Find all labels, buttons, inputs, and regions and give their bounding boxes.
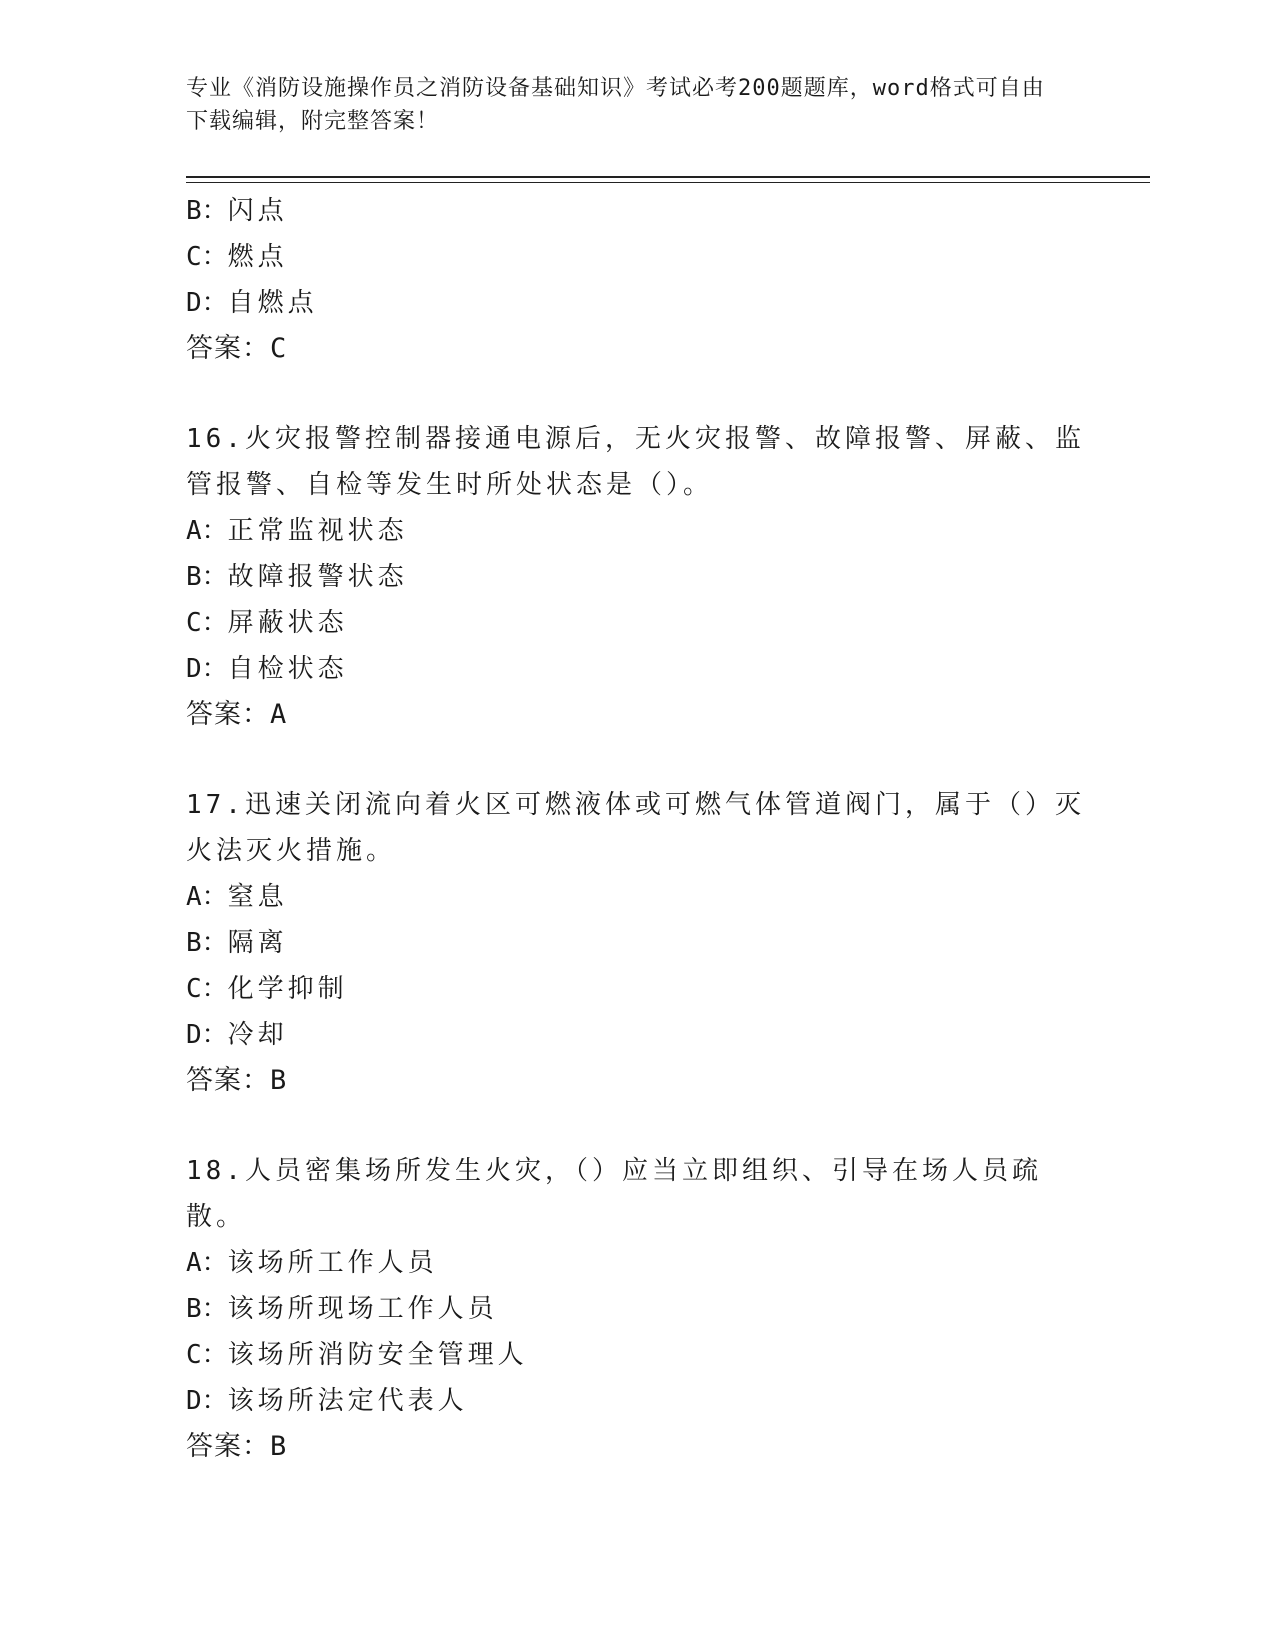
spacer xyxy=(186,738,1086,782)
option-letter: C： xyxy=(186,242,228,272)
option-c xyxy=(186,966,1086,1012)
option-text: 正常监视状态 xyxy=(227,516,408,546)
option-text: 窒息 xyxy=(227,882,288,912)
option-letter: D： xyxy=(186,1020,228,1050)
option-a xyxy=(186,874,1086,920)
option-d xyxy=(186,280,1086,326)
option-text: 隔离 xyxy=(227,928,288,958)
option-c xyxy=(186,600,1086,646)
option-letter: C： xyxy=(186,608,228,638)
option-d xyxy=(186,1378,1086,1424)
document-header: 专业《消防设施操作员之消防设备基础知识》考试必考200题题库，word格式可自由下载编辑，附完整答案！ xyxy=(186,76,1045,134)
question-stem: 16.火灾报警控制器接通电源后，无火灾报警、故障报警、屏蔽、监管报警、自检等发生时所处状态是（）。 xyxy=(186,424,1085,500)
question-block-prev xyxy=(186,188,1086,372)
option-text: 屏蔽状态 xyxy=(227,608,348,638)
option-d xyxy=(186,646,1086,692)
option-b xyxy=(186,920,1086,966)
question-stem: 17.迅速关闭流向着火区可燃液体或可燃气体管道阀门，属于（）灭火法灭火措施。 xyxy=(186,790,1085,866)
option-b xyxy=(186,188,1086,234)
option-letter: B： xyxy=(186,1294,228,1324)
option-a xyxy=(186,508,1086,554)
option-letter: D： xyxy=(186,288,228,318)
answer-line xyxy=(186,1424,1086,1470)
option-text: 自燃点 xyxy=(227,288,318,318)
question-block-16 xyxy=(186,416,1086,738)
option-letter: D： xyxy=(186,654,228,684)
option-text: 该场所工作人员 xyxy=(227,1248,438,1278)
option-letter: C： xyxy=(186,974,228,1004)
answer-value: B xyxy=(270,1065,287,1096)
answer-line xyxy=(186,692,1086,738)
question-block-18 xyxy=(186,1148,1086,1470)
question-stem: 18.人员密集场所发生火灾，（）应当立即组织、引导在场人员疏散。 xyxy=(186,1156,1042,1232)
answer-value: C xyxy=(270,333,287,364)
option-letter: C： xyxy=(186,1340,228,1370)
option-letter: A： xyxy=(186,516,228,546)
option-letter: B： xyxy=(186,928,228,958)
option-letter: B： xyxy=(186,562,228,592)
option-letter: A： xyxy=(186,1248,228,1278)
answer-line xyxy=(186,326,1086,372)
answer-label: 答案： xyxy=(186,1431,270,1462)
option-text: 化学抑制 xyxy=(227,974,348,1004)
question-list xyxy=(186,188,1086,1470)
option-c xyxy=(186,234,1086,280)
option-text: 该场所法定代表人 xyxy=(227,1386,468,1416)
answer-value: A xyxy=(270,699,287,730)
option-a xyxy=(186,1240,1086,1286)
option-text: 该场所消防安全管理人 xyxy=(227,1340,528,1370)
answer-label: 答案： xyxy=(186,333,270,364)
answer-line xyxy=(186,1058,1086,1104)
spacer xyxy=(186,1104,1086,1148)
option-text: 自检状态 xyxy=(227,654,348,684)
option-c xyxy=(186,1332,1086,1378)
option-text: 故障报警状态 xyxy=(227,562,408,592)
option-letter: D： xyxy=(186,1386,228,1416)
option-letter: B： xyxy=(186,196,228,226)
answer-label: 答案： xyxy=(186,699,270,730)
option-b xyxy=(186,554,1086,600)
option-text: 该场所现场工作人员 xyxy=(227,1294,498,1324)
option-d xyxy=(186,1012,1086,1058)
question-block-17 xyxy=(186,782,1086,1104)
option-b xyxy=(186,1286,1086,1332)
spacer xyxy=(186,372,1086,416)
option-letter: A： xyxy=(186,882,228,912)
option-text: 闪点 xyxy=(227,196,288,226)
header-divider-thick xyxy=(186,176,1150,178)
answer-value: B xyxy=(270,1431,287,1462)
header-divider-thin xyxy=(186,182,1150,183)
option-text: 冷却 xyxy=(227,1020,288,1050)
option-text: 燃点 xyxy=(227,242,288,272)
answer-label: 答案： xyxy=(186,1065,270,1096)
